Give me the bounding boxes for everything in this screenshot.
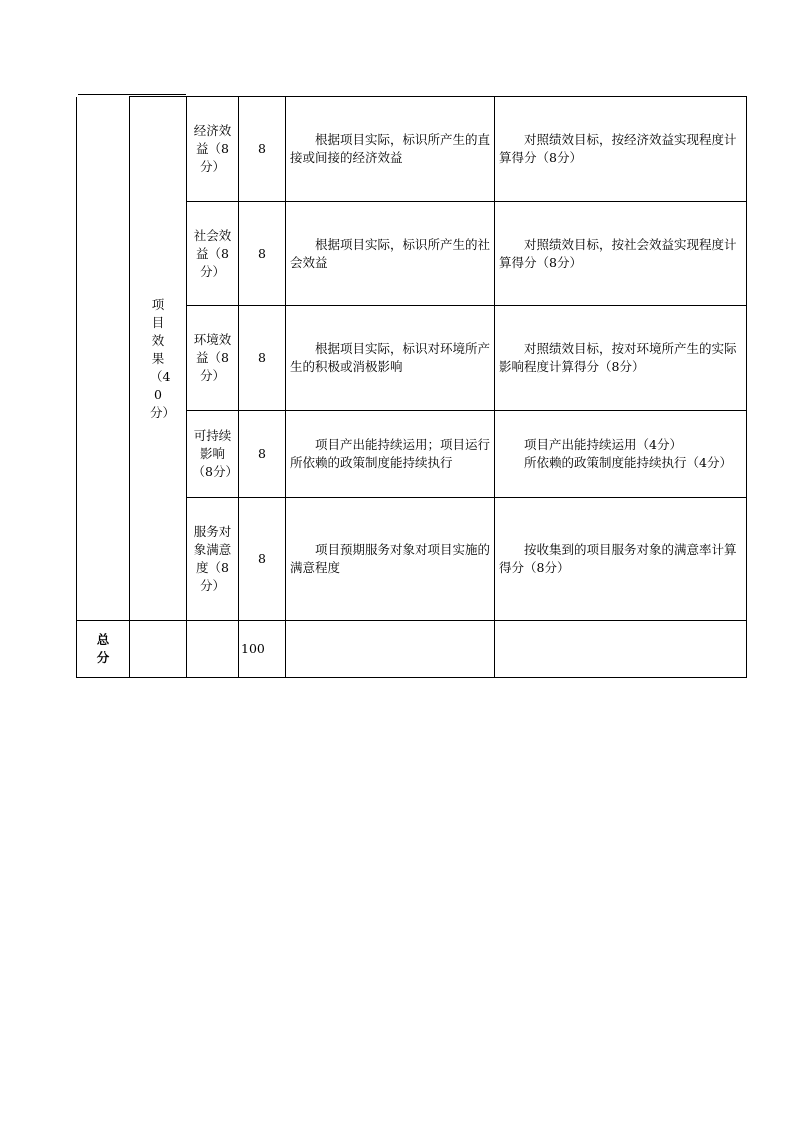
indicator-label: 可持续影响（8分）: [192, 428, 238, 479]
indicator-label: 环境效益（8分）: [193, 332, 232, 383]
empty-cell: [286, 621, 495, 678]
explanation-cell: [286, 306, 495, 411]
indicator-cell: [187, 498, 239, 621]
score-cell: 8: [239, 97, 286, 202]
explanation-cell: [286, 498, 495, 621]
total-row: [77, 621, 747, 678]
standard-line: 项目产出能持续运用（4分）: [524, 437, 682, 452]
table-row: [77, 97, 747, 202]
score-cell: 8: [239, 202, 286, 306]
indicator-cell: [187, 411, 239, 498]
explanation-text: 项目产出能持续运用；项目运行所依赖的政策制度能持续执行: [290, 437, 491, 470]
indicator-cell: [187, 97, 239, 202]
level1-indicator-cell: [77, 97, 130, 621]
score-cell: 8: [239, 411, 286, 498]
standard-line: 按收集到的项目服务对象的满意率计算得分（8分）: [499, 542, 737, 575]
standard-line: 对照绩效目标，按经济效益实现程度计算得分（8分）: [499, 132, 737, 165]
standard-line: 所依赖的政策制度能持续执行（4分）: [524, 455, 732, 470]
standard-cell: [495, 202, 747, 306]
empty-cell: [187, 621, 239, 678]
standard-cell: [495, 97, 747, 202]
empty-cell: [495, 621, 747, 678]
explanation-text: 根据项目实际，标识所产生的社会效益: [290, 236, 491, 270]
standard-cell: [495, 306, 747, 411]
dimension-cell: [130, 97, 187, 621]
explanation-text: 项目预期服务对象对项目实施的满意程度: [290, 542, 491, 575]
score-cell: 8: [239, 306, 286, 411]
indicator-cell: [187, 202, 239, 306]
explanation-cell: [286, 202, 495, 306]
total-score: 100: [239, 621, 286, 678]
standard-cell: [495, 498, 747, 621]
standard-line: 对照绩效目标，按社会效益实现程度计算得分（8分）: [499, 236, 737, 270]
explanation-cell: [286, 97, 495, 202]
indicator-label: 服务对象满意度（8分）: [193, 524, 232, 593]
explanation-text: 根据项目实际，标识所产生的直接或间接的经济效益: [290, 132, 491, 165]
explanation-text: 根据项目实际，标识对环境所产生的积极或消极影响: [290, 341, 491, 374]
indicator-label: 经济效益（8分）: [193, 123, 232, 174]
indicator-label: 社会效益（8分）: [193, 227, 232, 279]
standard-cell: [495, 411, 747, 498]
total-label: 总分: [96, 632, 110, 665]
standard-line: 对照绩效目标，按对环境所产生的实际影响程度计算得分（8分）: [499, 341, 737, 374]
explanation-cell: [286, 411, 495, 498]
indicator-cell: [187, 306, 239, 411]
scoring-table: [76, 96, 747, 678]
score-cell: 8: [239, 498, 286, 621]
empty-cell: [130, 621, 187, 678]
dimension-label: 项目效果（40分）: [150, 296, 176, 420]
table-top-rule: [78, 94, 186, 95]
total-label-cell: [77, 621, 130, 678]
